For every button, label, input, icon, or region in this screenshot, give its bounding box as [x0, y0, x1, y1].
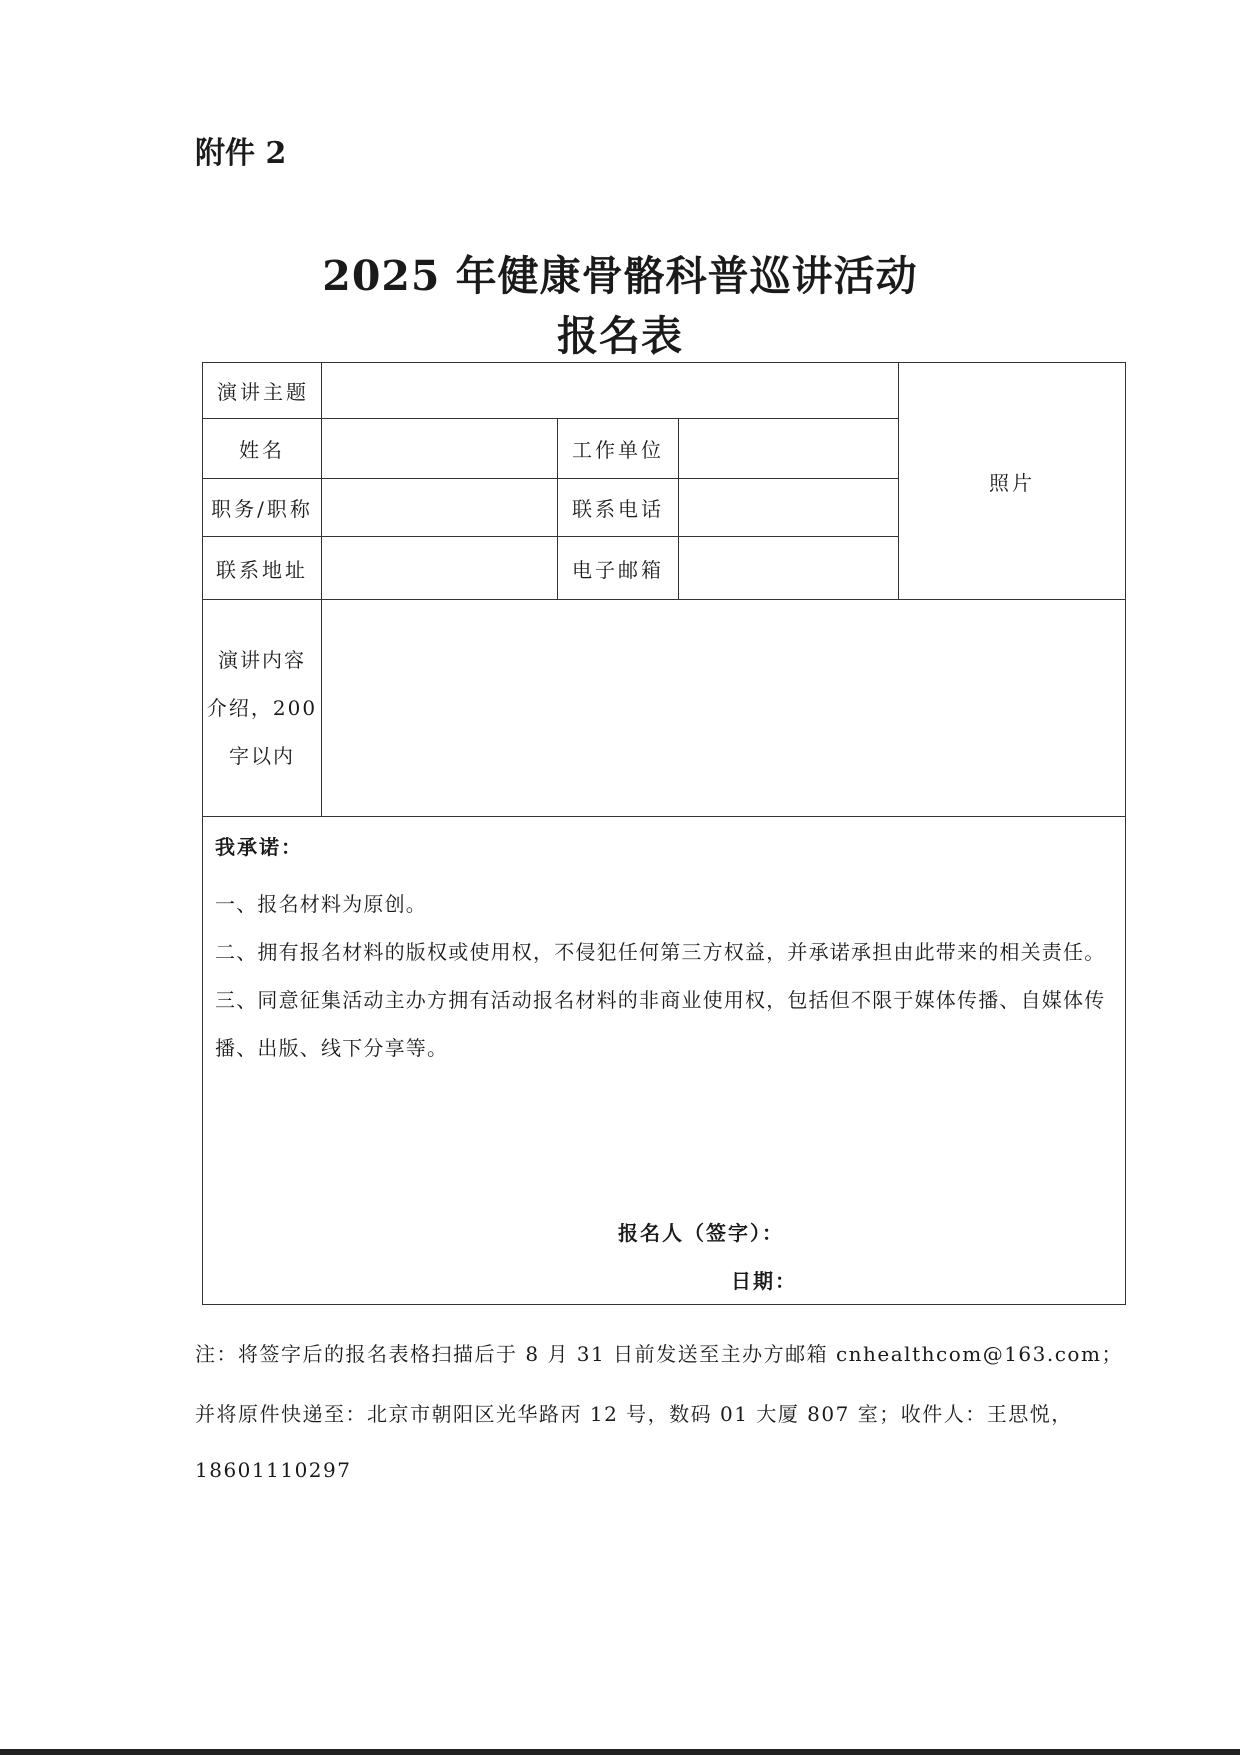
photo-box[interactable]	[899, 363, 1126, 600]
intro-label-line: 演讲内容	[218, 648, 306, 672]
name-field[interactable]	[322, 419, 558, 479]
position-field[interactable]	[322, 479, 558, 537]
pledge-heading: 我承诺：	[215, 835, 303, 859]
pledge-item-1: 一、报名材料为原创。	[215, 892, 427, 916]
pledge-item-2: 二、拥有报名材料的版权或使用权，不侵犯任何第三方权益，并承诺承担由此带来的相关责任。	[215, 940, 1106, 964]
topic-label: 演讲主题	[203, 363, 322, 419]
note-line-2: 并将原件快递至：北京市朝阳区光华路丙 12 号，数码 01 大厦 807 室；收件人：王思悦，	[195, 1402, 1073, 1426]
note-line-3: 18601110297	[195, 1458, 352, 1482]
form-subtitle: 报名表	[557, 312, 683, 360]
workplace-label: 工作单位	[558, 419, 679, 479]
pledge-section	[203, 817, 1126, 1305]
attachment-label: 附件 2	[195, 136, 287, 171]
topic-field[interactable]	[322, 363, 899, 419]
note-line-1: 注：将签字后的报名表格扫描后于 8 月 31 日前发送至主办方邮箱 cnhealthcom@163.com；	[195, 1342, 1123, 1366]
intro-label	[203, 600, 322, 817]
workplace-field[interactable]	[679, 419, 899, 479]
intro-field[interactable]	[322, 600, 1126, 817]
date-label: 日期：	[731, 1269, 797, 1293]
address-label: 联系地址	[203, 537, 322, 600]
intro-label-line: 介绍，200	[206, 696, 318, 720]
scan-edge-bar	[0, 1749, 1240, 1755]
form-title: 2025 年健康骨骼科普巡讲活动	[322, 252, 918, 300]
intro-label-line: 字以内	[229, 744, 295, 768]
email-field[interactable]	[679, 537, 899, 600]
photo-label: 照片	[989, 470, 1036, 495]
phone-label: 联系电话	[558, 479, 679, 537]
position-label: 职务/职称	[203, 479, 322, 537]
address-field[interactable]	[322, 537, 558, 600]
name-label: 姓名	[203, 419, 322, 479]
email-label: 电子邮箱	[558, 537, 679, 600]
signature-label: 报名人（签字）：	[618, 1221, 784, 1245]
registration-form-table	[202, 362, 1126, 1305]
phone-field[interactable]	[679, 479, 899, 537]
pledge-item-3: 三、同意征集活动主办方拥有活动报名材料的非商业使用权，包括但不限于媒体传播、自媒体传播、出版、线下分享等。	[215, 988, 1106, 1060]
